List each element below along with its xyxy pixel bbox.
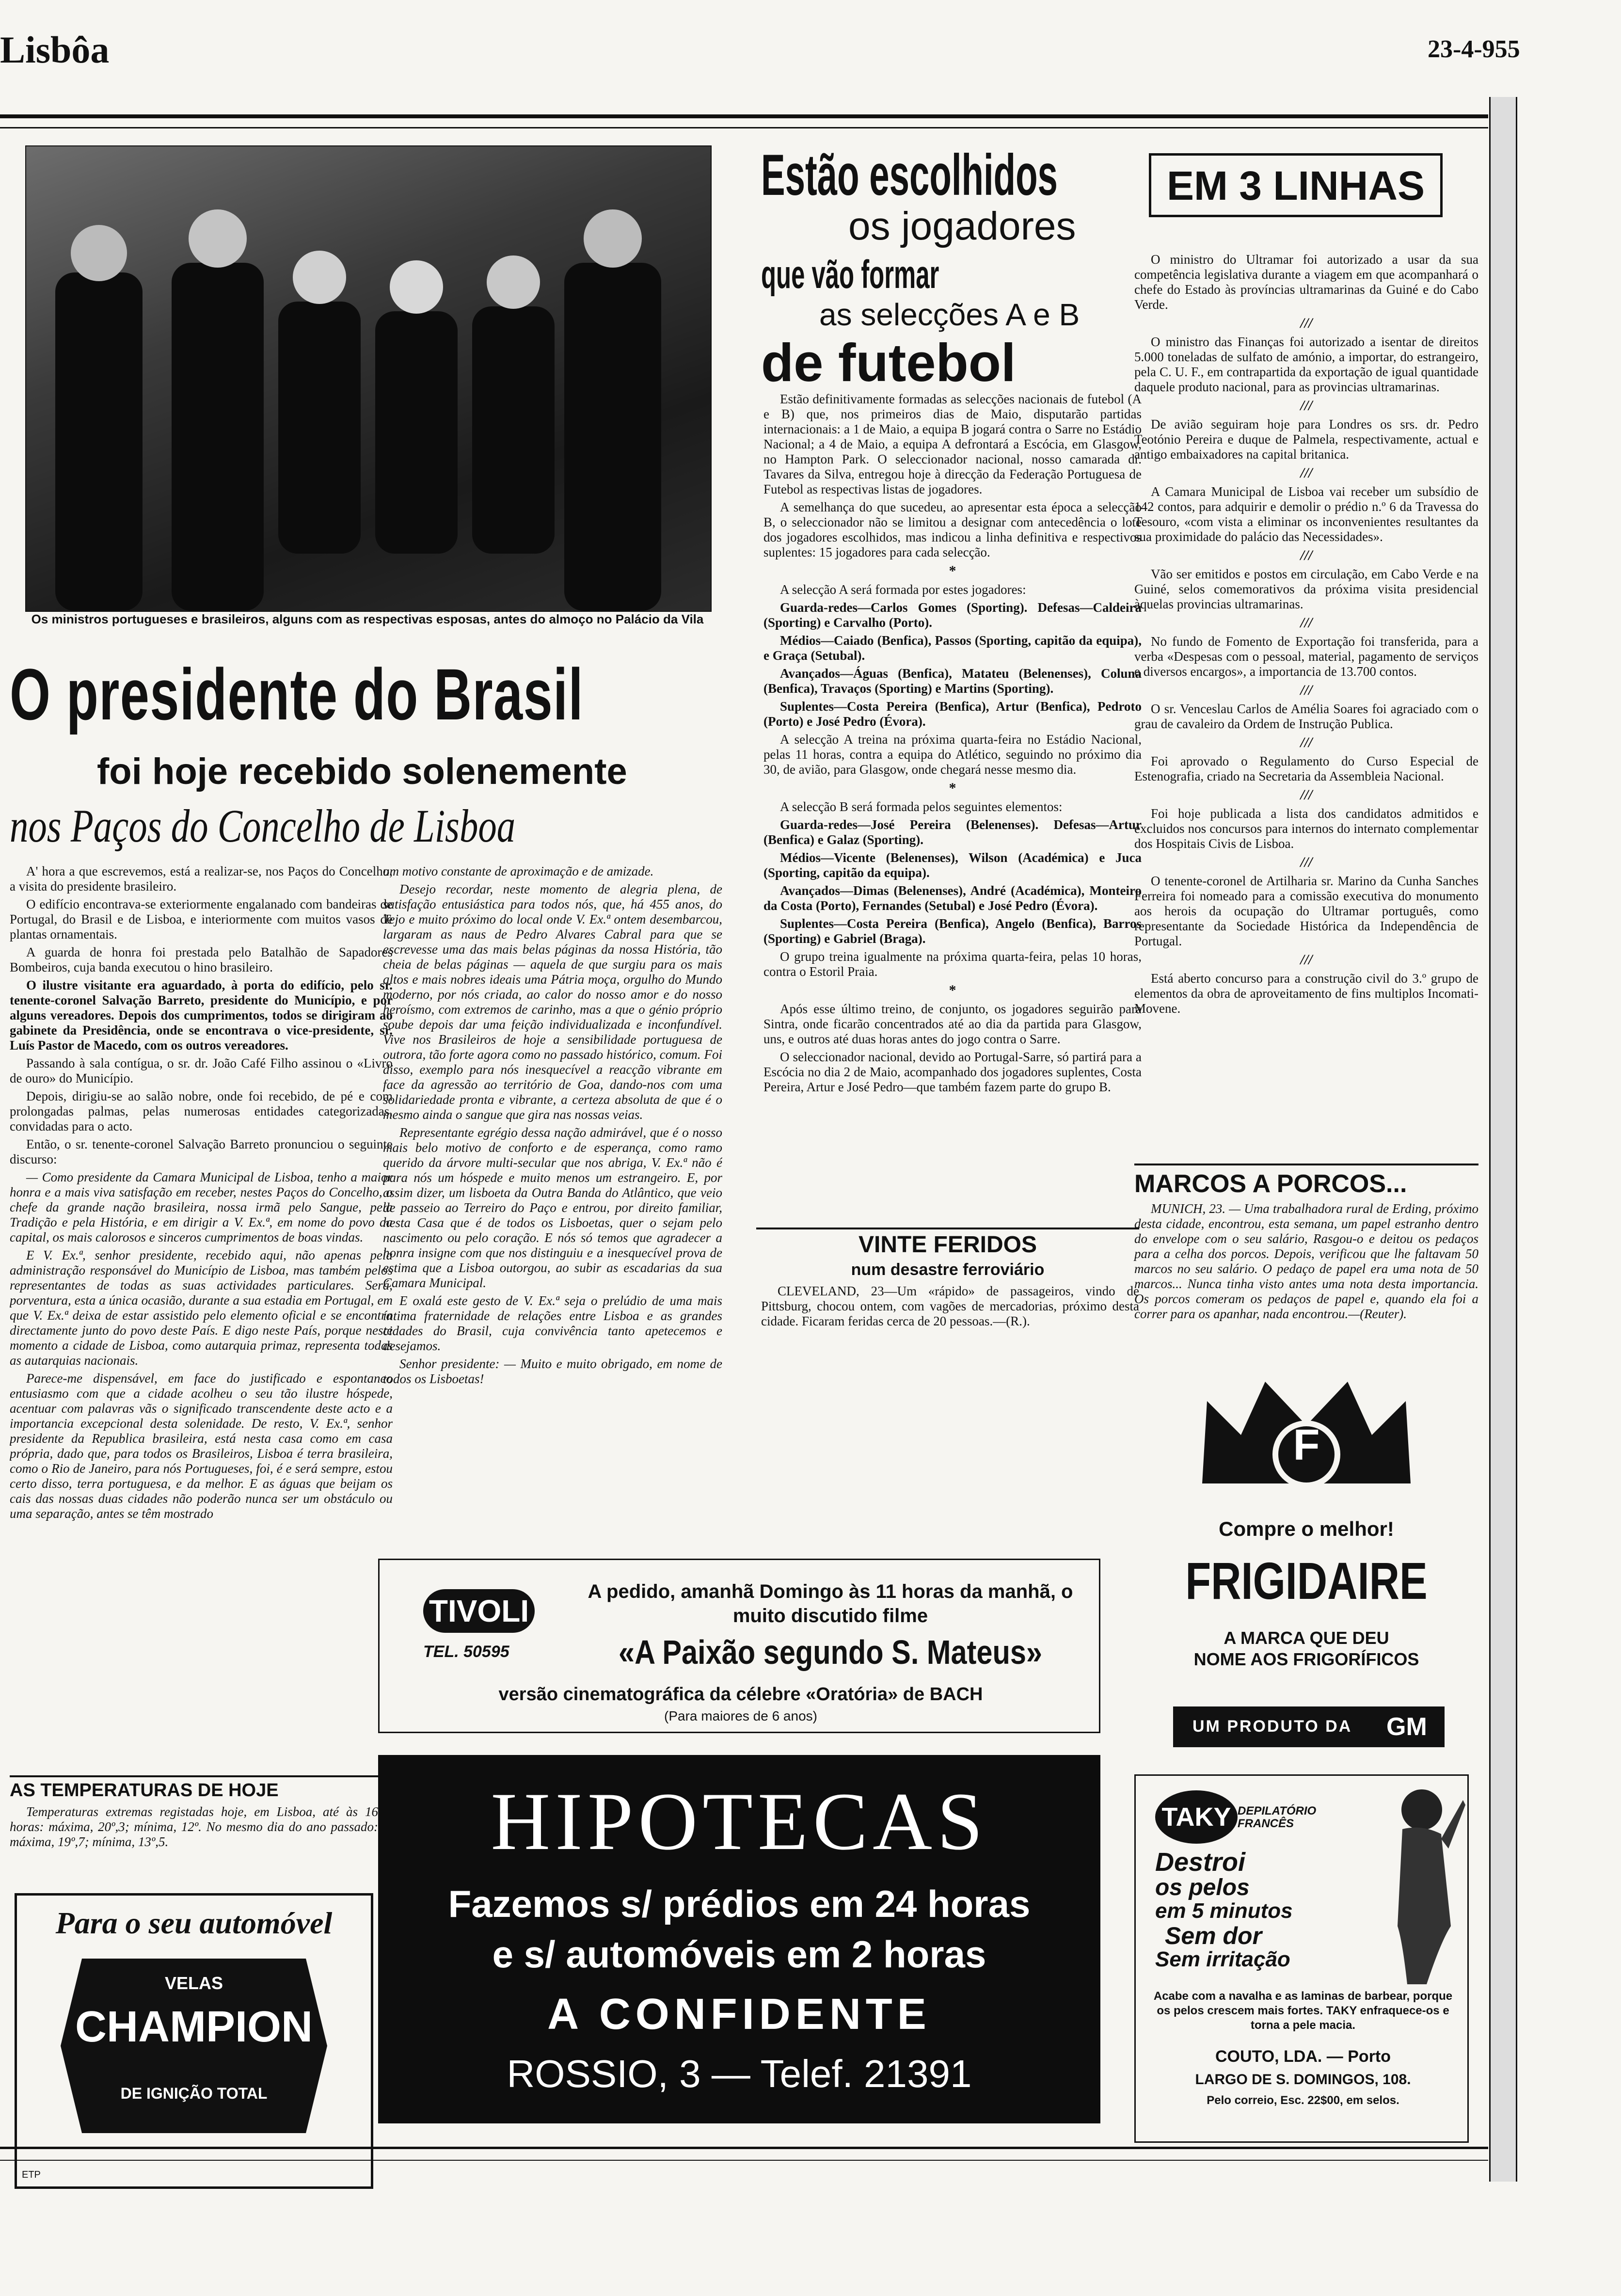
football-paragraph: O grupo treina igualmente na próxima quarta-feira, pelas 10 horas, contra o Estoril Praia.	[763, 949, 1142, 979]
lead-paragraph: Parece-me dispensável, em face do justificado e espontaneo entusiasmo com que a cidade acolheu o seu tão ilustre hóspede, acentuar com palavras vãs o significado transcendente deste acto e a importancia excepcional desta solenidade. De resto, V. Ex.ª, senhor presidente da Republica brasileira, está nesta casa como em casa própria, dado que, para todos os Brasileiros, Lisboa é terra brasileira, como o Rio de Janeiro, para nós Portugueses, foi, é e será sempre, estou certo disso, terra portuguesa, e da melhor. E as águas que beijam os cais das nossas duas cidades não poderão nunca ser um obstáculo ou uma separação, antes se têm mostrado	[10, 1371, 393, 1521]
separator-slashes: ///	[1300, 854, 1313, 870]
temps-title: AS TEMPERATURAS DE HOJE	[10, 1780, 279, 1801]
tivoli-logo: TIVOLI	[423, 1589, 535, 1633]
tres-linhas-item: Está aberto concurso para a construção civil do 3.º grupo de elementos da obra de aproveitamento de fins multiplos Incomati-Movene.	[1134, 971, 1478, 1016]
lead-photo	[25, 145, 712, 612]
tres-linhas-item: Foi aprovado o Regulamento do Curso Especial de Estenografia, criado na Secretaria da Assembleia Nacional.	[1134, 754, 1478, 783]
separator-slashes: ///	[1300, 787, 1313, 803]
masthead-rule-thin	[0, 127, 1488, 128]
taky-l1: Destroi	[1155, 1848, 1246, 1877]
bottom-rule	[0, 2147, 1488, 2149]
separator-slashes: ///	[1300, 734, 1313, 750]
separator-star: *	[949, 982, 956, 998]
separator-slashes: ///	[1300, 952, 1313, 968]
feridos-block	[761, 1284, 1139, 1332]
lead-paragraph: Depois, dirigiu-se ao salão nobre, onde foi recebido, de pé e com prolongadas palmas, pelas numerosas entidades categorizadas, convidadas para o acto.	[10, 1089, 393, 1133]
lead-paragraph: Senhor presidente: — Muito e muito obrigado, em nome de todos os Lisboetas!	[383, 1356, 722, 1386]
taky-l5: Sem irritação	[1155, 1947, 1290, 1971]
tres-linhas-header	[1149, 153, 1443, 217]
tivoli-tel: TEL. 50595	[423, 1642, 509, 1661]
lead-paragraph: Então, o sr. tenente-coronel Salvação Barreto pronunciou o seguinte discurso:	[10, 1137, 393, 1166]
tres-linhas-item: Vão ser emitidos e postos em circulação, em Cabo Verde e na Guiné, selos comemorativos da próxima visita presidencial àquelas provincias ultramarinas.	[1134, 567, 1478, 611]
taky-l3: em 5 minutos	[1155, 1899, 1293, 1923]
lead-paragraph: O edifício encontrava-se exteriormente engalanado com bandeiras de Portugal, do Brasil e de Lisboa, e interiormente com muitos vasos de plantas ornamentais.	[10, 897, 393, 941]
frigidaire-line1: Compre o melhor!	[1219, 1517, 1394, 1540]
tivoli-ad	[378, 1559, 1100, 1733]
separator-slashes: ///	[1300, 315, 1313, 331]
football-paragraph: O seleccionador nacional, devido ao Portugal-Sarre, só partirá para a Escócia no dia 2 de Maio, acompanhado dos jogadores suplentes, Costa Pereira, Artur e José Pedro—que também fazem parte do grupo B.	[763, 1050, 1142, 1094]
football-paragraph: Médios—Caiado (Benfica), Passos (Sporting, capitão da equipa), e Graça (Setubal).	[763, 633, 1142, 663]
football-paragraph: Suplentes—Costa Pereira (Benfica), Angelo (Benfica), Barros (Sporting) e Gabriel (Braga).	[763, 916, 1142, 946]
separator-slashes: ///	[1300, 682, 1313, 698]
football-h2: os jogadores	[848, 204, 1076, 248]
frigidaire-brand: FRIGIDAIRE	[1185, 1551, 1428, 1610]
separator-slashes: ///	[1300, 615, 1313, 631]
tres-linhas-title: EM 3 LINHAS	[1166, 163, 1425, 208]
football-paragraph: Avançados—Águas (Benfica), Matateu (Belenenses), Coluna (Benfica), Travaços (Sporting) e Martins (Sporting).	[763, 666, 1142, 696]
separator-star: *	[949, 563, 956, 579]
lead-photo-figures	[26, 146, 711, 611]
tres-linhas-item: O ministro do Ultramar foi autorizado a usar da sua competência legislativa durante a viagem em que acompanhará o chefe do Estado às províncias ultramarinas da Guiné e do Cabo Verde.	[1134, 252, 1478, 312]
tres-linhas-item: A Camara Municipal de Lisboa vai receber um subsídio de 142 contos, para adquirir e demolir o prédio n.º 6 da Travessa do Tesouro, «com vista a eliminar os inconvenientes resultantes da sua proximidade do palácio das Necessidades».	[1134, 484, 1478, 544]
lead-paragraph: E V. Ex.ª, senhor presidente, recebido aqui, não apenas pela administração responsável do Município de Lisboa, mas também pelos representantes de todas as suas actividades particulares. Será, porventura, esta a única ocasião, durante a sua estadia em Portugal, em que V. Ex.ª deixa de estar assistido pelo elemento oficial e se encontra directamente junto do povo deste País. E digo neste País, porque neste momento a cidade de Lisboa, como autarquia primaz, representa todas as autarquias nacionais.	[10, 1248, 393, 1368]
frigidaire-footer: UM PRODUTO DA	[1192, 1717, 1352, 1736]
temps-text: Temperaturas extremas registadas hoje, em Lisboa, até às 16 horas: máxima, 20º,3; mínima, 12º. No mesmo dia do ano passado: máxima, 19º,7; mínima, 13º,5.	[10, 1804, 378, 1849]
football-paragraph: A semelhança do que sucedeu, ao apresentar esta época a selecção B, o seleccionador não se limitou a designar com antecedência o lote dos jogadores escolhidos, mas indicou a linha definitiva e respectivos suplentes: 15 jogadores para cada selecção.	[763, 500, 1142, 559]
woman-figure-icon	[1368, 1781, 1465, 1984]
hipotecas-company: A CONFIDENTE	[547, 1990, 931, 2039]
football-paragraph: Médios—Vicente (Belenenses), Wilson (Académica) e Juca (Sporting, capitão da equipa).	[763, 850, 1142, 880]
tres-linhas-item: O ministro das Finanças foi autorizado a isentar de direitos 5.000 toneladas de sulfato de amónio, a importar, do estrangeiro, pela C. U. F., em contrapartida da exportação de igual quantidade daquele produto nacional, para as provincias ultramarinas.	[1134, 335, 1478, 394]
lead-column-1	[10, 864, 393, 1775]
tivoli-line2: versão cinematográfica da célebre «Oratória» de BACH	[498, 1684, 983, 1705]
lead-paragraph: A' hora a que escrevemos, está a realizar-se, nos Paços do Concelho, a visita do presidente brasileiro.	[10, 864, 393, 893]
football-h1: Estão escolhidos	[761, 143, 1058, 207]
taky-l4: Sem dor	[1165, 1922, 1262, 1949]
frigidaire-emblem: F	[1293, 1421, 1320, 1469]
tres-linhas-item: O sr. Venceslau Carlos de Amélia Soares foi agraciado com o grau de cavaleiro da Ordem de Instrução Publica.	[1134, 702, 1478, 731]
lead-paragraph: O ilustre visitante era aguardado, à porta do edifício, pelo sr. tenente-coronel Salvação Barreto, presidente do Município, e por alguns vereadores. Depois dos cumprimentos, todos se dirigiram ao gabinete da Presidência, onde se encontrava o vice-presidente, sr. Luís Pastor de Macedo, com os outros vereadores.	[10, 978, 393, 1052]
champion-ad	[15, 1893, 373, 2189]
football-paragraph: Guarda-redes—Carlos Gomes (Sporting). Defesas—Caldeira (Sporting) e Carvalho (Porto).	[763, 600, 1142, 630]
hipotecas-title: HIPOTECAS	[491, 1776, 988, 1867]
football-body	[763, 392, 1142, 1226]
photo-caption: Os ministros portugueses e brasileiros, alguns com as respectivas esposas, antes do almoço no Palácio da Vila	[31, 612, 704, 626]
taky-ad	[1134, 1774, 1469, 2143]
football-paragraph: Suplentes—Costa Pereira (Benfica), Artur (Benfica), Pedroto (Porto) e José Pedro (Évora).	[763, 699, 1142, 729]
taky-text: Acabe com a navalha e as laminas de barbear, porque os pelos crescem mais fortes. TAKY enfraquece-os e torna a pele macia.	[1153, 1990, 1453, 2032]
hipotecas-line1: Fazemos s/ prédios em 24 horas	[448, 1882, 1031, 1925]
lead-paragraph: A guarda de honra foi prestada pelo Batalhão de Sapadores Bombeiros, cuja banda executou o hino brasileiro.	[10, 945, 393, 974]
hipotecas-address: ROSSIO, 3 — Telef. 21391	[507, 2052, 972, 2095]
lead-paragraph: Representante egrégio dessa nação admirável, que é o nosso mais belo motivo de conforto e de esperança, como ramo querido da árvore multi-secular que nos abriga, V. Ex.ª não é para nós um hóspede e muito menos um estrangeiro. E, por assim dizer, um lisboeta da Outra Banda do Atlântico, que veio de passeio ao Terreiro do Paço e entrou, por direito familiar, nesta Casa que é de todos os Lisboetas, quer o sejam pelo nascimento ou pelo coração. E nós só temos que agradecer a honra insigne com que nos distinguiu e a inesquecível prova de estima que a Lisboa outorgou, ao subir as escadarias da sua Camara Municipal.	[383, 1125, 722, 1290]
taky-mail: Pelo correio, Esc. 22$00, em selos.	[1207, 2094, 1399, 2107]
football-paragraph: A selecção B será formada pelos seguintes elementos:	[780, 799, 1063, 814]
football-h3: que vão formar	[761, 253, 939, 297]
football-h5: de futebol	[761, 333, 1016, 393]
masthead-date: 23-4-955	[1428, 35, 1520, 63]
champion-line2: DE IGNIÇÃO TOTAL	[120, 2085, 268, 2102]
page-edge-strip	[1489, 97, 1517, 2182]
tivoli-film: «A Paixão segundo S. Mateus»	[618, 1633, 1043, 1671]
lead-paragraph: — Como presidente da Camara Municipal de Lisboa, tenho a maior honra e a mais viva satisfação em receber, nestes Paços do Concelho, o chefe da grande nação brasileira, nossa irmã pelo Sangue, pela Tradição e pela História, e em dirigir a V. Ex.ª, em nome do povo da capital, os mais calorosos e sinceros cumprimentos de boas vindas.	[10, 1170, 393, 1244]
feridos-title: VINTE FERIDOS	[858, 1232, 1037, 1258]
taky-company: COUTO, LDA. — Porto	[1215, 2047, 1391, 2066]
separator-slashes: ///	[1300, 547, 1313, 563]
frigidaire-gm: GM	[1386, 1713, 1427, 1741]
lead-paragraph: Passando à sala contígua, o sr. dr. João Café Filho assinou o «Livro de ouro» do Município.	[10, 1056, 393, 1085]
lead-headline: O presidente do Brasil	[10, 654, 584, 735]
hipotecas-line2: e s/ automóveis em 2 horas	[492, 1933, 986, 1976]
lead-subhead-2: nos Paços do Concelho de Lisboa	[10, 800, 516, 852]
marcos-title: MARCOS A PORCOS...	[1134, 1170, 1407, 1198]
feridos-sub: num desastre ferroviário	[851, 1260, 1045, 1279]
taky-sub: DEPILATÓRIO FRANCÊS	[1238, 1804, 1317, 1830]
champion-mark: ETP	[22, 2169, 41, 2180]
bottom-rule-thin	[0, 2160, 1488, 2161]
lead-paragraph: Desejo recordar, neste momento de alegria plena, de satisfação entusiástica para todos nós, que, há 455 anos, do Tejo e muito próximo do local onde V. Ex.ª ontem desembarcou, largaram as naus de Pedro Alvares Cabral para que se escrevesse uma das mais belas páginas da nossa História, tão cheia de belas páginas — aquela de que surgiu para os mais altos e mais nobres ideais uma Pátria moça, orgulho do Mundo moderno, por nós criada, ao calor do nosso amor e do nosso heroísmo, com extremos de carinho, mas a que o génio próprio soube depois dar uma feição individualizada e inconfundível. Vive nos Brasileiros de hoje a sensibilidade portuguesa de outrora, tão forte agora como no passado histórico, comum. Foi disso, exemplo para nós inesquecível a reacção vibrante em face da agressão ao território de Goa, dando-nos com uma solidariedade pronta e vibrante, a certeza absoluta de que é o mesmo ainda o sangue que gira nas nossas veias.	[383, 882, 722, 1122]
feridos-text: CLEVELAND, 23—Um «rápido» de passageiros, vindo de Pittsburg, chocou ontem, com vagões de mercadorias, próximo desta cidade. Ficaram feridas cerca de 20 pessoas.—(R.).	[761, 1284, 1139, 1328]
separator-star: *	[949, 780, 956, 796]
tres-linhas-item: Foi hoje publicada a lista dos candidatos admitidos e excluidos nos concursos para internos do internato complementar dos Hospitais Civis de Lisboa.	[1134, 806, 1478, 851]
separator-slashes: ///	[1300, 465, 1313, 481]
frigidaire-line2: A MARCA QUE DEU	[1224, 1628, 1389, 1648]
marcos-block	[1134, 1201, 1478, 1324]
football-paragraph: Estão definitivamente formadas as selecções nacionais de futebol (A e B) que, nos primeiros dias de Maio, disputarão partidas internacionais: a 1 de Maio, a equipa B jogará contra o Sarre no Estádio Nacional; a 4 de Maio, a equipa A defrontará a Escócia, em Glasgow, no Hampton Park. O seleccionador nacional, nosso camarada dr. Tavares da Silva, entregou hoje à direcção da Federação Portuguesa de Futebol as respectivas listas de jogadores.	[763, 392, 1142, 496]
football-paragraph: A selecção A treina na próxima quarta-feira no Estádio Nacional, pelas 11 horas, contra a equipa do Atlético, seguindo no próximo dia 30, de avião, para Glasgow, onde chegará nesse mesmo dia.	[763, 732, 1142, 777]
football-paragraph: Avançados—Dimas (Belenenses), André (Académica), Monteiro da Costa (Porto), Fernandes (Setubal) e José Pedro (Évora).	[763, 883, 1142, 913]
tivoli-line3: (Para maiores de 6 anos)	[664, 1708, 817, 1723]
football-paragraph: Após esse último treino, de conjunto, os jogadores seguirão para Sintra, onde ficarão concentrados até ao dia da partida para Glasgow, uns, e outros até duas horas antes do jogo contra o Sarre.	[763, 1002, 1142, 1046]
tivoli-line1: A pedido, amanhã Domingo às 11 horas da manhã, o muito discutido filme	[588, 1581, 1073, 1626]
frigidaire-line3: NOME AOS FRIGORÍFICOS	[1193, 1649, 1419, 1669]
masthead-title: Lisbôa	[0, 29, 110, 71]
marcos-text: MUNICH, 23. — Uma trabalhadora rural de Erding, próximo desta cidade, encontrou, esta semana, um papel estranho dentro do envelope com o seu salário, Rasgou-o e deitou os pedaços para a celha dos porcos. Depois, verificou que lhe faltavam 50 marcos no seu salário. O pedaço de papel era uma nota de 50 marcos... Nunca tinha visto antes uma nota desta importancia. Os porcos comeram os pedaços de papel e, quando ela foi a correr para os apanhar, nada encontrou.—(Reuter).	[1134, 1201, 1478, 1321]
football-paragraph: Guarda-redes—José Pereira (Belenenses). Defesas—Artur (Benfica) e Galaz (Sporting).	[763, 817, 1142, 847]
marcos-rule	[1134, 1164, 1478, 1165]
lead-paragraph: um motivo constante de aproximação e de amizade.	[383, 864, 654, 878]
football-paragraph: A selecção A será formada por estes jogadores:	[780, 582, 1026, 597]
separator-slashes: ///	[1300, 398, 1313, 414]
masthead-rule	[0, 114, 1488, 118]
football-h4: as selecções A e B	[819, 297, 1080, 332]
lead-paragraph: E oxalá este gesto de V. Ex.ª seja o prelúdio de uma mais íntima fraternidade de relações entre Lisboa e as grandes cidades do Brasil, cuja convivência tanto apetecemos e desejamos.	[383, 1293, 722, 1353]
frigidaire-ad	[1144, 1372, 1469, 1770]
temps-block	[10, 1804, 378, 1852]
taky-l2: os pelos	[1155, 1875, 1250, 1900]
tres-linhas-item: De avião seguiram hoje para Londres os srs. dr. Pedro Teotónio Pereira e duque de Palmela, respectivamente, actual e antigo embaixadores na capital britanica.	[1134, 417, 1478, 462]
tres-linhas-item: O tenente-coronel de Artilharia sr. Marino da Cunha Sanches Ferreira foi nomeado para a comissão executiva do monumento aos herois da ocupação do Ultramar português, como representante da Sociedade Histórica da Independência de Portugal.	[1134, 874, 1478, 948]
tres-linhas-item: No fundo de Fomento de Exportação foi transferida, para a verba «Despesas com o pessoal, material, pagamento de serviços e diversos encargos», a importancia de 13.700 contos.	[1134, 634, 1478, 679]
taky-logo: TAKY	[1155, 1790, 1238, 1844]
hipotecas-ad	[378, 1755, 1100, 2123]
taky-address: LARGO DE S. DOMINGOS, 108.	[1195, 2072, 1411, 2088]
tres-linhas-body	[1134, 252, 1478, 1159]
feridos-rule	[756, 1228, 1139, 1229]
lead-subhead-1: foi hoje recebido solenemente	[97, 751, 627, 792]
frigidaire-footer-bar	[1173, 1706, 1445, 1747]
champion-line1: VELAS	[164, 1973, 223, 1993]
champion-brand: CHAMPION	[75, 2003, 313, 2051]
champion-slogan: Para o seu automóvel	[55, 1906, 333, 1940]
